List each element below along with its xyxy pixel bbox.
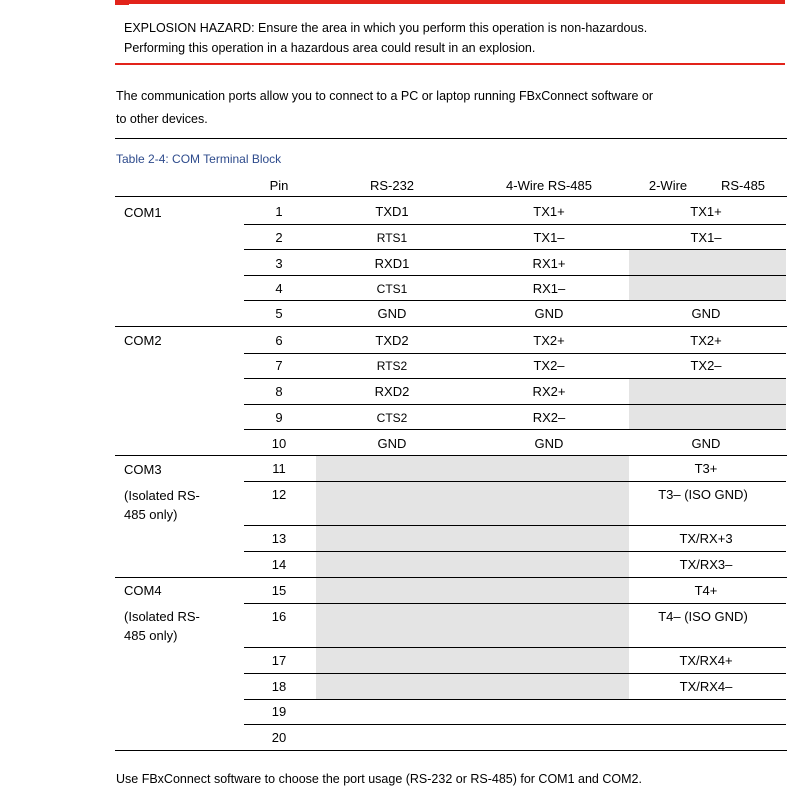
header-pin: Pin (269, 178, 289, 193)
rs485-4wire-cell: RX2– (532, 410, 566, 425)
pin-cell: 7 (275, 358, 283, 373)
unused-cell-shade (316, 456, 629, 700)
rs485-2wire-cell: TX/RX4+ (679, 653, 733, 668)
intro-text-line-1: The communication ports allow you to connect to a PC or laptop running FBxConnect software or (116, 89, 654, 103)
pin-cell: 9 (275, 410, 283, 425)
pin-cell: 19 (271, 704, 287, 719)
pin-cell: 11 (272, 461, 286, 476)
rs232-cell: CTS1 (376, 282, 408, 296)
pin-cell: 5 (275, 306, 283, 321)
pin-cell: 13 (271, 531, 287, 546)
group-rule (115, 326, 787, 327)
group-label-com3: COM3 (124, 462, 162, 477)
row-rule (244, 551, 786, 552)
row-rule (244, 724, 786, 725)
rs485-2wire-cell: T3+ (694, 461, 718, 476)
rs485-4wire-cell: TX2+ (533, 333, 565, 348)
rs485-4wire-cell: TX1– (533, 230, 565, 245)
table-bottom-rule (115, 750, 787, 751)
rs232-cell: GND (377, 436, 407, 451)
row-rule (244, 275, 786, 276)
table-header-rule (115, 196, 787, 197)
row-rule (244, 647, 786, 648)
rs485-4wire-cell: TX1+ (533, 204, 565, 219)
table-caption: Table 2-4: COM Terminal Block (116, 152, 282, 166)
rs232-cell: GND (377, 306, 407, 321)
header-2wire-rs485: RS-485 (720, 178, 766, 193)
group-label-com2: COM2 (124, 333, 162, 348)
rs485-2wire-cell: GND (691, 436, 721, 451)
group-rule (115, 577, 787, 578)
row-rule (244, 404, 786, 405)
pin-cell: 20 (271, 730, 287, 745)
group-sublabel-com3-line2: 485 only) (124, 507, 178, 522)
section-divider (115, 138, 787, 139)
group-sublabel-com3: (Isolated RS- (124, 488, 200, 503)
warning-icon (115, 0, 129, 5)
rs485-4wire-cell: GND (534, 306, 564, 321)
pin-cell: 2 (275, 230, 283, 245)
pin-cell: 14 (271, 557, 287, 572)
row-rule (244, 699, 786, 700)
row-rule (244, 300, 786, 301)
row-rule (244, 378, 786, 379)
group-label-com4: COM4 (124, 583, 162, 598)
pin-cell: 1 (275, 204, 283, 219)
rs485-4wire-cell: RX1+ (532, 256, 566, 271)
rs485-2wire-cell: TX2– (690, 358, 722, 373)
rs232-cell: RTS1 (376, 231, 408, 245)
rs485-2wire-cell: TX1+ (690, 204, 722, 219)
header-2wire: 2-Wire (648, 178, 688, 193)
pin-cell: 15 (271, 583, 287, 598)
warning-text-line-1: EXPLOSION HAZARD: Ensure the area in which you perform this operation is non-hazardous. (124, 21, 648, 35)
rs485-4wire-cell: TX2– (533, 358, 565, 373)
rs485-2wire-cell: TX/RX3– (679, 557, 733, 572)
header-rs232: RS-232 (369, 178, 415, 193)
warning-text-line-2: Performing this operation in a hazardous area could result in an explosion. (124, 41, 536, 55)
rs232-cell: TXD1 (375, 204, 409, 219)
row-rule (244, 525, 786, 526)
group-sublabel-com4-line2: 485 only) (124, 628, 178, 643)
warning-banner-bottom-rule (115, 63, 785, 65)
rs485-2wire-cell: TX2+ (690, 333, 722, 348)
rs485-4wire-cell: GND (534, 436, 564, 451)
row-rule (244, 429, 786, 430)
pin-cell: 4 (275, 281, 283, 296)
rs232-cell: RXD2 (374, 384, 410, 399)
warning-banner-top-bar (115, 0, 785, 4)
row-rule (244, 673, 786, 674)
rs232-cell: TXD2 (375, 333, 409, 348)
row-rule (244, 603, 786, 604)
rs232-cell: RXD1 (374, 256, 410, 271)
row-rule (244, 224, 786, 225)
pin-cell: 18 (271, 679, 287, 694)
pin-cell: 3 (275, 256, 283, 271)
pin-cell: 17 (271, 653, 287, 668)
pin-cell: 8 (275, 384, 283, 399)
group-rule (115, 455, 787, 456)
rs485-2wire-cell: T3– (ISO GND) (658, 487, 748, 502)
rs485-2wire-cell: TX1– (690, 230, 722, 245)
rs485-2wire-cell: GND (691, 306, 721, 321)
rs485-2wire-cell: T4– (ISO GND) (658, 609, 748, 624)
row-rule (244, 481, 786, 482)
pin-cell: 12 (271, 487, 287, 502)
footer-note: Use FBxConnect software to choose the port usage (RS-232 or RS-485) for COM1 and COM2. (116, 772, 642, 786)
rs485-4wire-cell: RX1– (532, 281, 566, 296)
row-rule (244, 353, 786, 354)
rs485-2wire-cell: T4+ (694, 583, 718, 598)
rs485-2wire-cell: TX/RX+3 (679, 531, 733, 546)
intro-text-line-2: to other devices. (116, 112, 208, 126)
rs485-2wire-cell: TX/RX4– (679, 679, 733, 694)
group-sublabel-com4: (Isolated RS- (124, 609, 200, 624)
rs485-4wire-cell: RX2+ (532, 384, 566, 399)
pin-cell: 16 (271, 609, 287, 624)
rs232-cell: CTS2 (376, 411, 408, 425)
pin-cell: 10 (271, 436, 287, 451)
group-label-com1: COM1 (124, 205, 162, 220)
row-rule (244, 249, 786, 250)
header-4wire-rs485: 4-Wire RS-485 (506, 178, 592, 193)
pin-cell: 6 (275, 333, 283, 348)
rs232-cell: RTS2 (376, 359, 408, 373)
